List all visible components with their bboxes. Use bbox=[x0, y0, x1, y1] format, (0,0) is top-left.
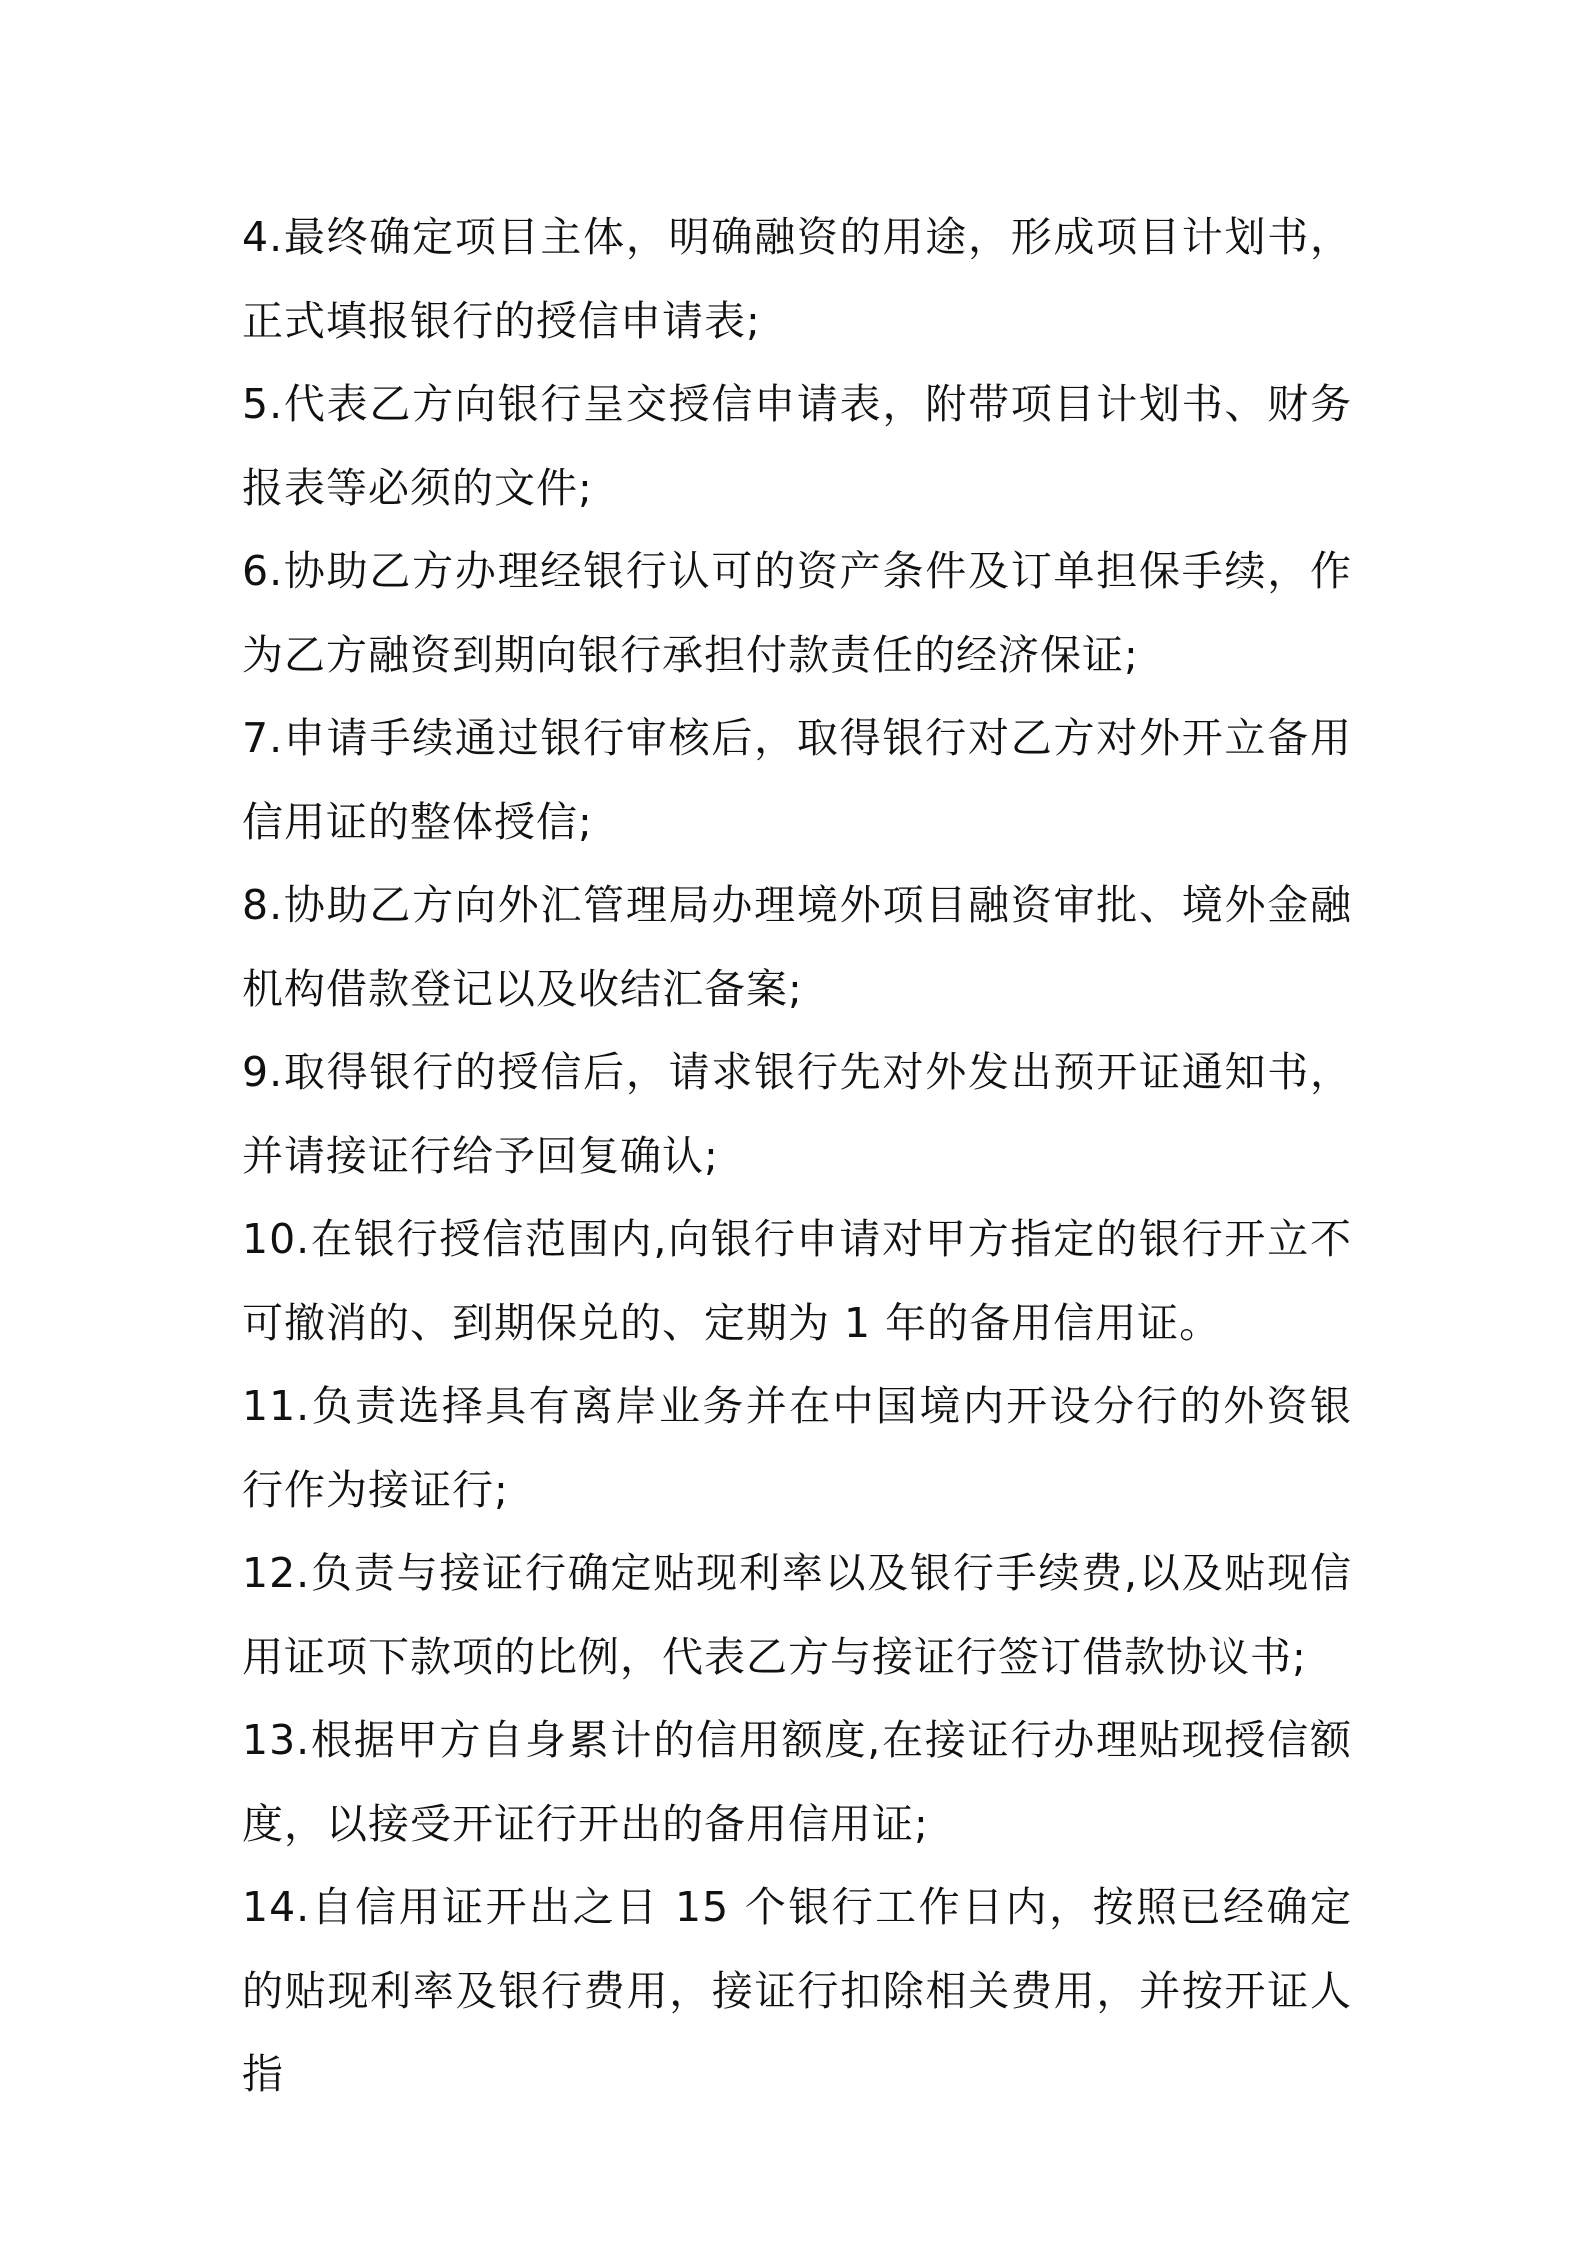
paragraph-item-11: 11.负责选择具有离岸业务并在中国境内开设分行的外资银行作为接证行; bbox=[242, 1382, 1352, 1514]
paragraph-item-6: 6.协助乙方办理经银行认可的资产条件及订单担保手续，作为乙方融资到期向银行承担付款责任的经济保证; bbox=[242, 547, 1352, 679]
document-body bbox=[242, 196, 1352, 2117]
paragraph-item-5: 5.代表乙方向银行呈交授信申请表，附带项目计划书、财务报表等必须的文件; bbox=[242, 380, 1352, 512]
paragraph-item-7: 7.申请手续通过银行审核后，取得银行对乙方对外开立备用信用证的整体授信; bbox=[242, 714, 1352, 846]
paragraph-item-13: 13.根据甲方自身累计的信用额度,在接证行办理贴现授信额度，以接受开证行开出的备用信用证; bbox=[242, 1716, 1352, 1848]
paragraph-item-14: 14.自信用证开出之日 15 个银行工作日内，按照已经确定的贴现利率及银行费用，接证行扣除相关费用，并按开证人指 bbox=[242, 1883, 1352, 2098]
paragraph-item-10: 10.在银行授信范围内,向银行申请对甲方指定的银行开立不可撤消的、到期保兑的、定期为 1 年的备用信用证。 bbox=[242, 1215, 1352, 1347]
paragraph-item-12: 12.负责与接证行确定贴现利率以及银行手续费,以及贴现信用证项下款项的比例，代表乙方与接证行签订借款协议书; bbox=[242, 1549, 1352, 1681]
paragraph-item-9: 9.取得银行的授信后，请求银行先对外发出预开证通知书，并请接证行给予回复确认; bbox=[242, 1048, 1352, 1180]
paragraph-item-8: 8.协助乙方向外汇管理局办理境外项目融资审批、境外金融机构借款登记以及收结汇备案; bbox=[242, 881, 1352, 1013]
paragraph-item-4: 4.最终确定项目主体，明确融资的用途，形成项目计划书，正式填报银行的授信申请表; bbox=[242, 213, 1352, 345]
